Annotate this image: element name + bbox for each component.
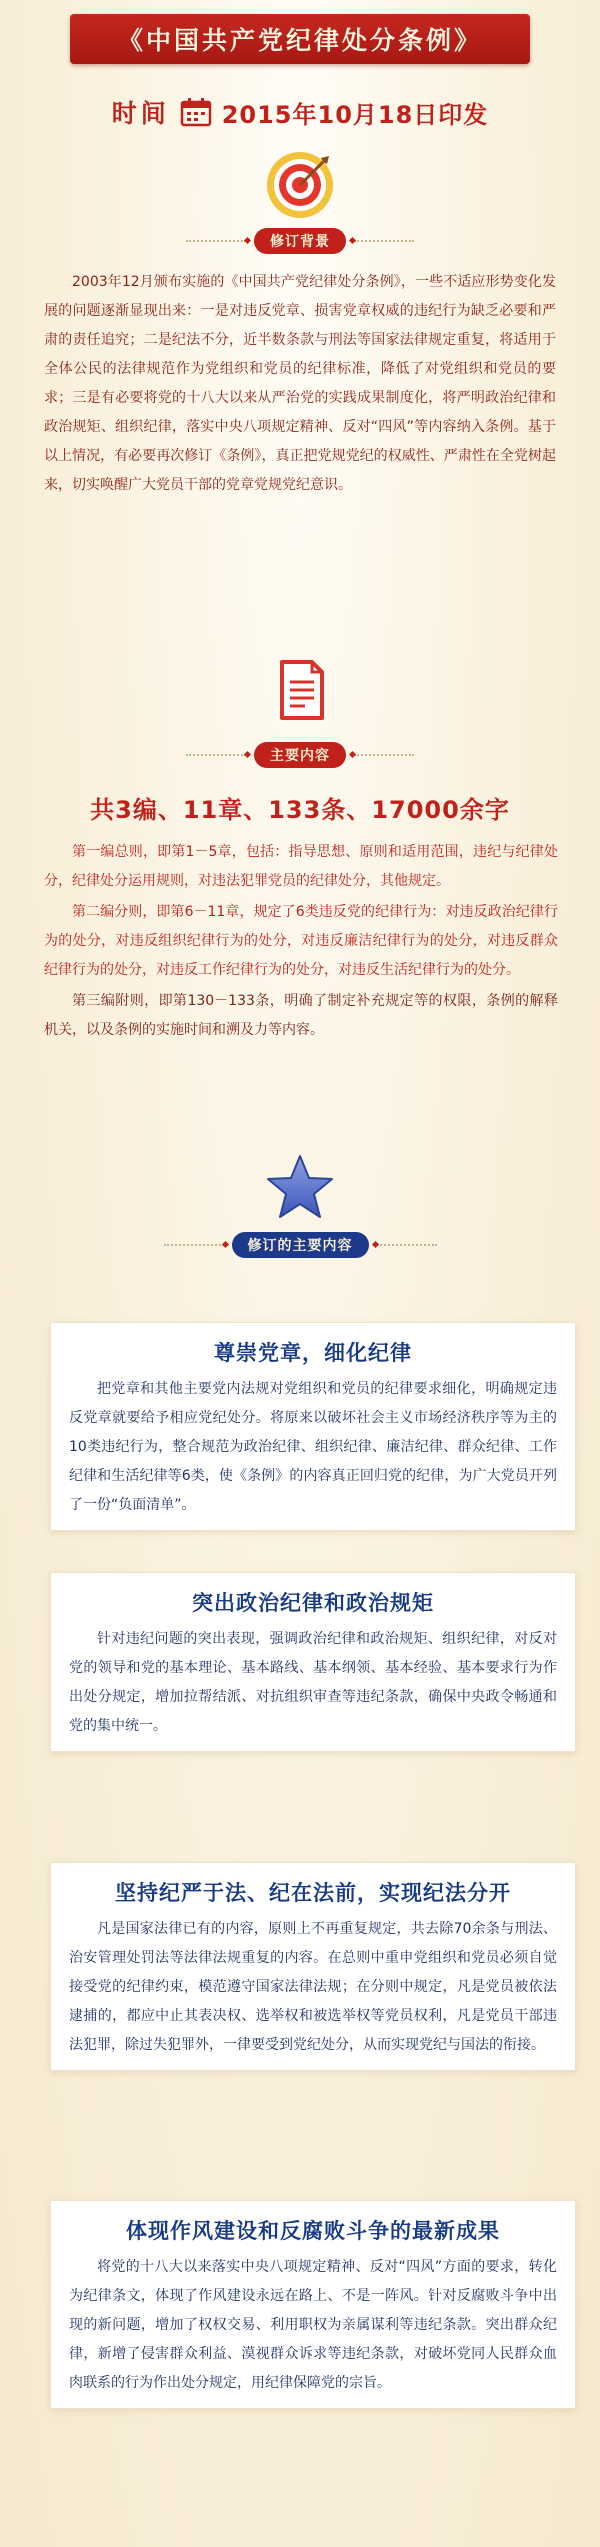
background-heading (0, 228, 600, 254)
revision-heading (0, 1232, 600, 1258)
revision-card (50, 1862, 576, 2071)
content-headline: 共3编、11章、133条、17000余字 (90, 796, 510, 824)
card-title: 尊崇党章，细化纪律 (214, 1341, 412, 1365)
title-banner (70, 14, 530, 64)
card-title: 坚持纪严于法、纪在法前，实现纪法分开 (115, 1881, 511, 1905)
card-body: 针对违纪问题的突出表现，强调政治纪律和政治规矩、组织纪律，对反对党的领导和党的基本理论、基本路线、基本纲领、基本经验、基本要求行为作出处分规定，增加拉帮结派、对抗组织审查等违纪条款，确保中央政令畅通和党的集中统一。 (69, 1631, 557, 1734)
background-paragraph: 2003年12月颁布实施的《中国共产党纪律处分条例》，一些不适应形势变化发展的问题逐渐显现出来：一是对违反党章、损害党章权威的违纪行为缺乏必要和严肃的责任追究；二是纪法不分，近半数条款与刑法等国家法律规定重复，将适用于全体公民的法律规范作为党组织和党员的纪律标准，降低了对党组织和党员的要求；三是有必要将党的十八大以来从严治党的实践成果制度化，将严明政治纪律和政治规矩、组织纪律，落实中央八项规定精神、反对“四风”等内容纳入条例。基于以上情况，有必要再次修订《条例》，真正把党规党纪的权威性、严肃性在全党树起来，切实唤醒广大党员干部的党章党规党纪意识。 (44, 274, 556, 493)
card-title: 突出政治纪律和政治规矩 (192, 1591, 434, 1615)
target-icon (265, 150, 335, 220)
revision-pill: 修订的主要内容 (232, 1232, 369, 1258)
card-body: 把党章和其他主要党内法规对党组织和党员的纪律要求细化，明确规定违反党章就要给予相应党纪处分。将原来以破坏社会主义市场经济秩序等为主的10类违纪行为，整合规范为政治纪律、组织纪律、廉洁纪律、群众纪律、工作纪律和生活纪律等6类，使《条例》的内容真正回归党的纪律，为广大党员开列了一份“负面清单”。 (69, 1381, 557, 1513)
card-title: 体现作风建设和反腐败斗争的最新成果 (126, 2219, 500, 2243)
star-icon (265, 1152, 335, 1222)
calendar-icon (180, 97, 212, 127)
content-pill: 主要内容 (254, 742, 346, 768)
content-item-general: 第一编总则，即第1－5章，包括：指导思想、原则和适用范围，违纪与纪律处分，纪律处分运用规则，对违法犯罪党员的纪律处分，其他规定。 (44, 844, 558, 889)
revision-card (50, 1322, 576, 1531)
issue-date: 2015年10月18日印发 (221, 100, 489, 129)
date-label: 时间 (111, 99, 170, 128)
background-pill: 修订背景 (254, 228, 346, 254)
issue-date-row (0, 92, 600, 132)
page-title: 《中国共产党纪律处分条例》 (117, 26, 482, 55)
card-body: 将党的十八大以来落实中央八项规定精神、反对“四风”方面的要求，转化为纪律条文，体现了作风建设永远在路上、不是一阵风。针对反腐败斗争中出现的新问题，增加了权权交易、利用职权为亲属谋利等违纪条款。突出群众纪律，新增了侵害群众利益、漠视群众诉求等违纪条款，对破坏党同人民群众血肉联系的行为作出处分规定，用纪律保障党的宗旨。 (69, 2259, 557, 2391)
background-text-block (44, 268, 556, 500)
document-icon (265, 656, 335, 726)
content-item-supplementary: 第三编附则，即第130－133条，明确了制定补充规定等的权限，条例的解释机关，以及条例的实施时间和溯及力等内容。 (44, 993, 558, 1038)
content-heading (0, 742, 600, 768)
card-body: 凡是国家法律已有的内容，原则上不再重复规定，共去除70余条与刑法、治安管理处罚法等法律法规重复的内容。在总则中重申党组织和党员必须自觉接受党的纪律约束，模范遵守国家法律法规；在分则中规定，凡是党员被依法逮捕的，都应中止其表决权、选举权和被选举权等党员权利，凡是党员干部违法犯罪，除过失犯罪外，一律要受到党纪处分，从而实现党纪与国法的衔接。 (69, 1921, 557, 2053)
content-item-specific: 第二编分则，即第6－11章，规定了6类违反党的纪律行为：对违反政治纪律行为的处分，对违反组织纪律行为的处分，对违反廉洁纪律行为的处分，对违反群众纪律行为的处分，对违反工作纪律行为的处分，对违反生活纪律行为的处分。 (44, 904, 558, 978)
revision-card (50, 2200, 576, 2409)
revision-card (50, 1572, 576, 1752)
content-list (44, 838, 558, 1047)
